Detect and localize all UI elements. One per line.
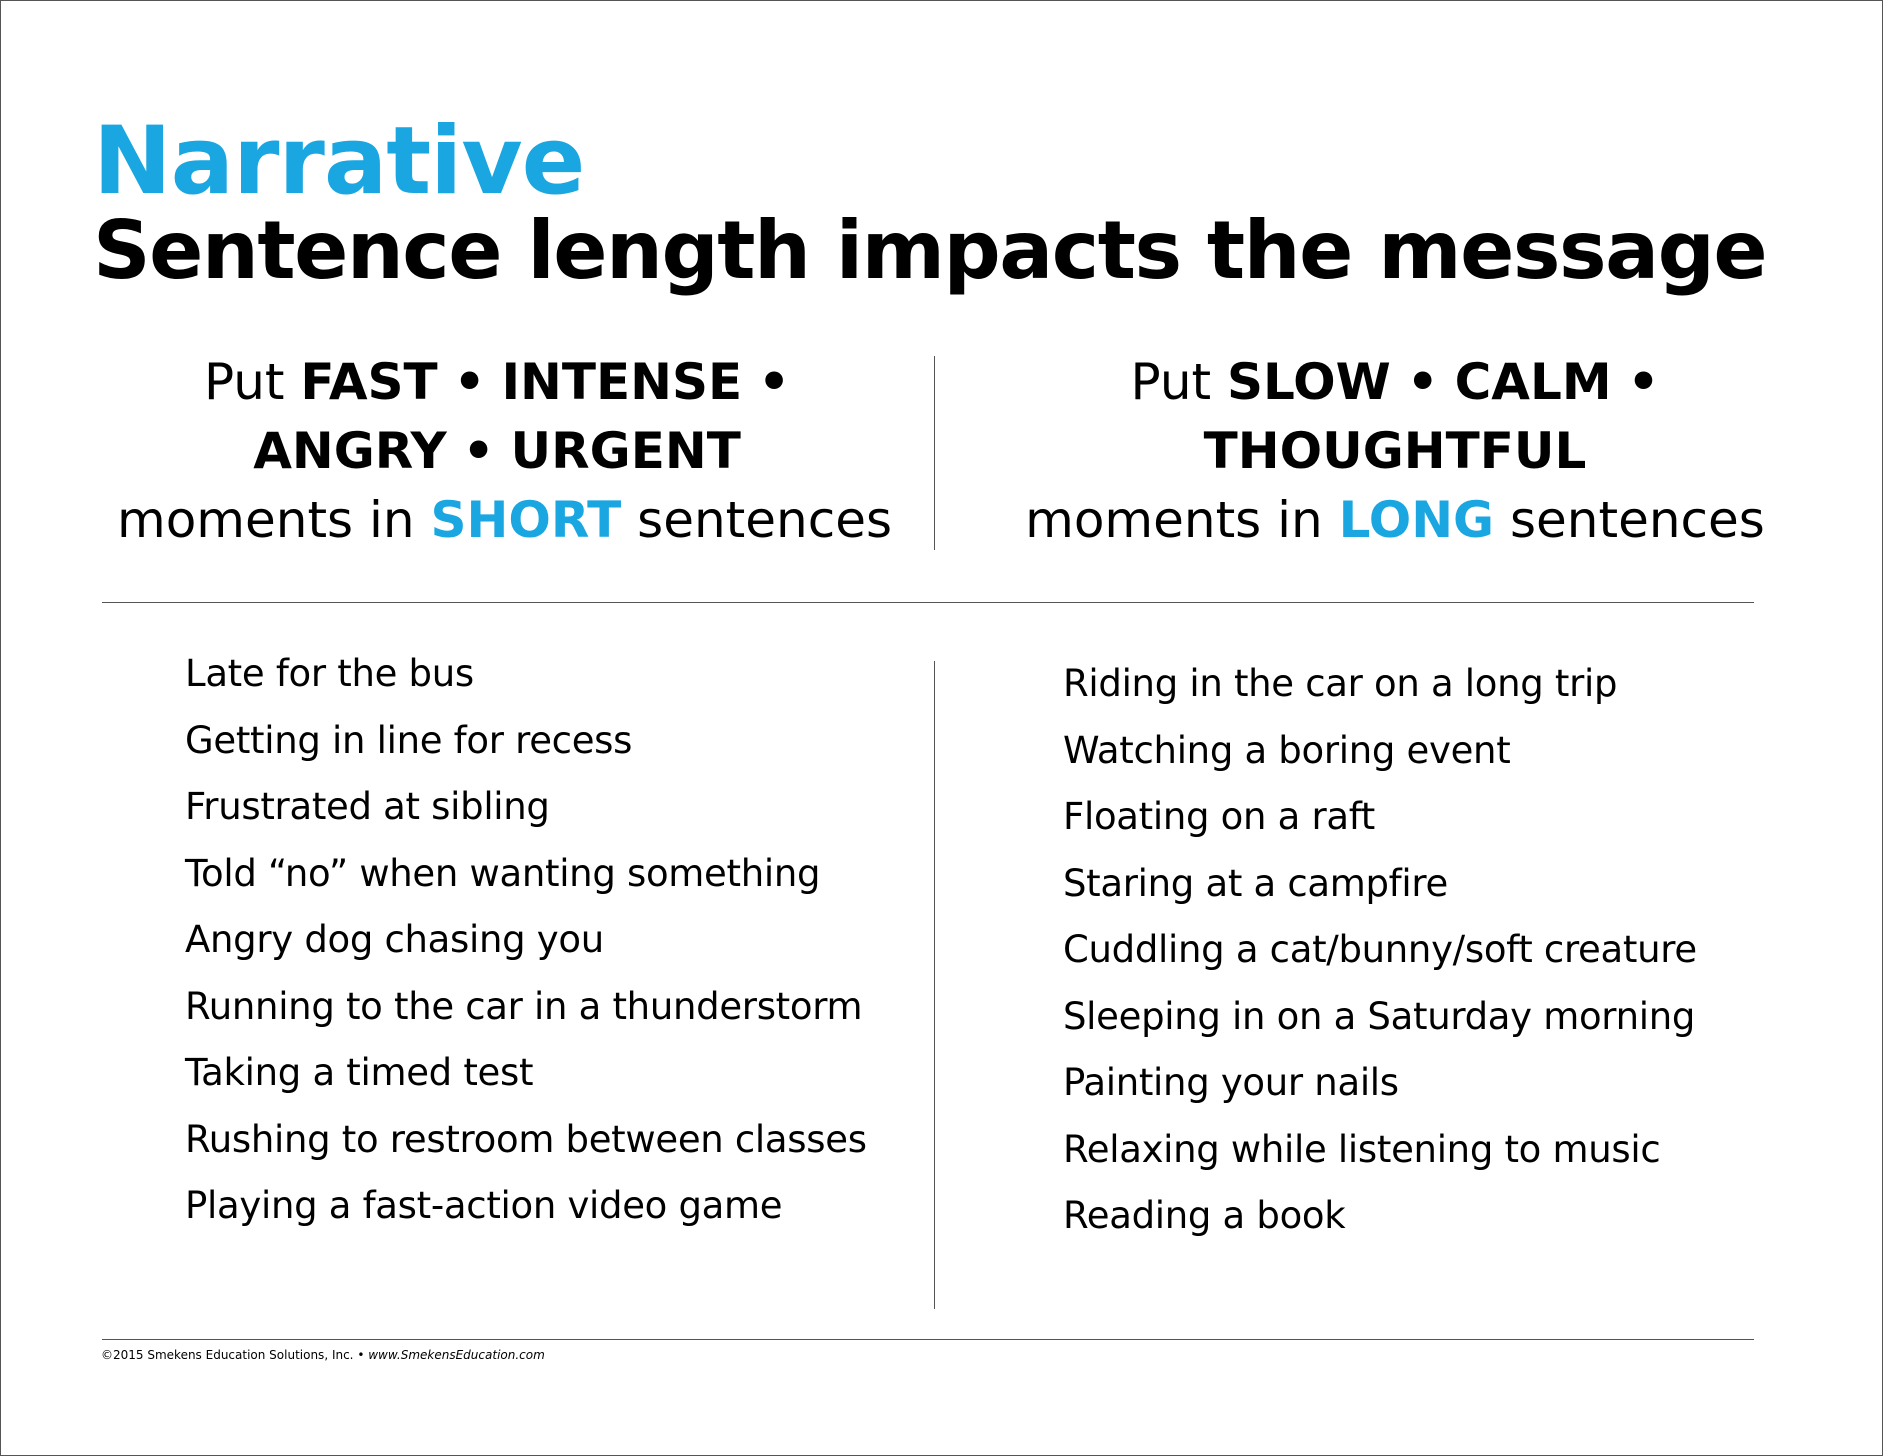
right-intro (1015, 348, 1775, 555)
footer-divider (102, 1339, 1754, 1340)
list-item: Frustrated at sibling (185, 785, 550, 828)
kicker-heading: Narrative (93, 107, 585, 216)
list-item: Sleeping in on a Saturday morning (1063, 994, 1696, 1038)
footer-separator: • (357, 1348, 365, 1362)
right-intro-sentences: sentences (1510, 491, 1765, 549)
left-intro-bullet-3: • (462, 422, 495, 480)
page-title: Sentence length impacts the message (93, 204, 1767, 297)
list-item: Staring at a campfire (1063, 861, 1448, 905)
left-intro-word-angry: ANGRY (253, 422, 447, 480)
list-item: Angry dog chasing you (185, 918, 604, 961)
right-intro-length-word: LONG (1338, 491, 1495, 549)
list-item: Rushing to restroom between classes (185, 1117, 867, 1161)
footer-url: www.SmekensEducation.com (368, 1348, 545, 1362)
right-intro-put: Put (1130, 353, 1212, 411)
right-intro-moments-in: moments in (1025, 491, 1323, 549)
left-intro-moments-in: moments in (117, 491, 415, 549)
list-item: Watching a boring event (1063, 728, 1511, 772)
right-intro-bullet-2: • (1627, 353, 1660, 411)
right-intro-bullet-1: • (1406, 353, 1439, 411)
section-divider (102, 602, 1754, 603)
list-item: Reading a book (1063, 1194, 1346, 1237)
column-divider-top (934, 356, 935, 550)
list-item: Playing a fast-action video game (185, 1184, 783, 1227)
left-intro (117, 348, 892, 555)
left-intro-put: Put (203, 353, 285, 411)
short-moments-list (185, 641, 867, 1240)
column-divider-bottom (934, 661, 935, 1309)
left-intro-word-fast: FAST (300, 353, 438, 411)
right-intro-word-slow: SLOW (1227, 353, 1391, 411)
long-moments-list (1063, 651, 1697, 1250)
right-intro-word-thoughtful: THOUGHTFUL (1203, 422, 1587, 480)
list-item: Painting your nails (1063, 1061, 1399, 1104)
footer-copyright: ©2015 Smekens Education Solutions, Inc. (101, 1348, 354, 1362)
left-intro-word-urgent: URGENT (510, 422, 741, 480)
list-item: Told “no” when wanting something (185, 851, 821, 895)
list-item: Riding in the car on a long trip (1063, 662, 1618, 705)
left-intro-bullet-2: • (758, 353, 791, 411)
left-intro-length-word: SHORT (430, 491, 622, 549)
list-item: Cuddling a cat/bunny/soft creature (1063, 928, 1697, 971)
list-item: Relaxing while listening to music (1063, 1127, 1661, 1171)
left-intro-bullet-1: • (453, 353, 486, 411)
left-intro-sentences: sentences (637, 491, 892, 549)
list-item: Getting in line for recess (185, 718, 633, 762)
list-item: Running to the car in a thunderstorm (185, 984, 863, 1028)
left-intro-word-intense: INTENSE (501, 353, 743, 411)
right-intro-word-calm: CALM (1454, 353, 1612, 411)
list-item: Floating on a raft (1063, 795, 1376, 838)
list-item: Late for the bus (185, 652, 474, 695)
footer (101, 1347, 545, 1363)
list-item: Taking a timed test (185, 1051, 534, 1094)
